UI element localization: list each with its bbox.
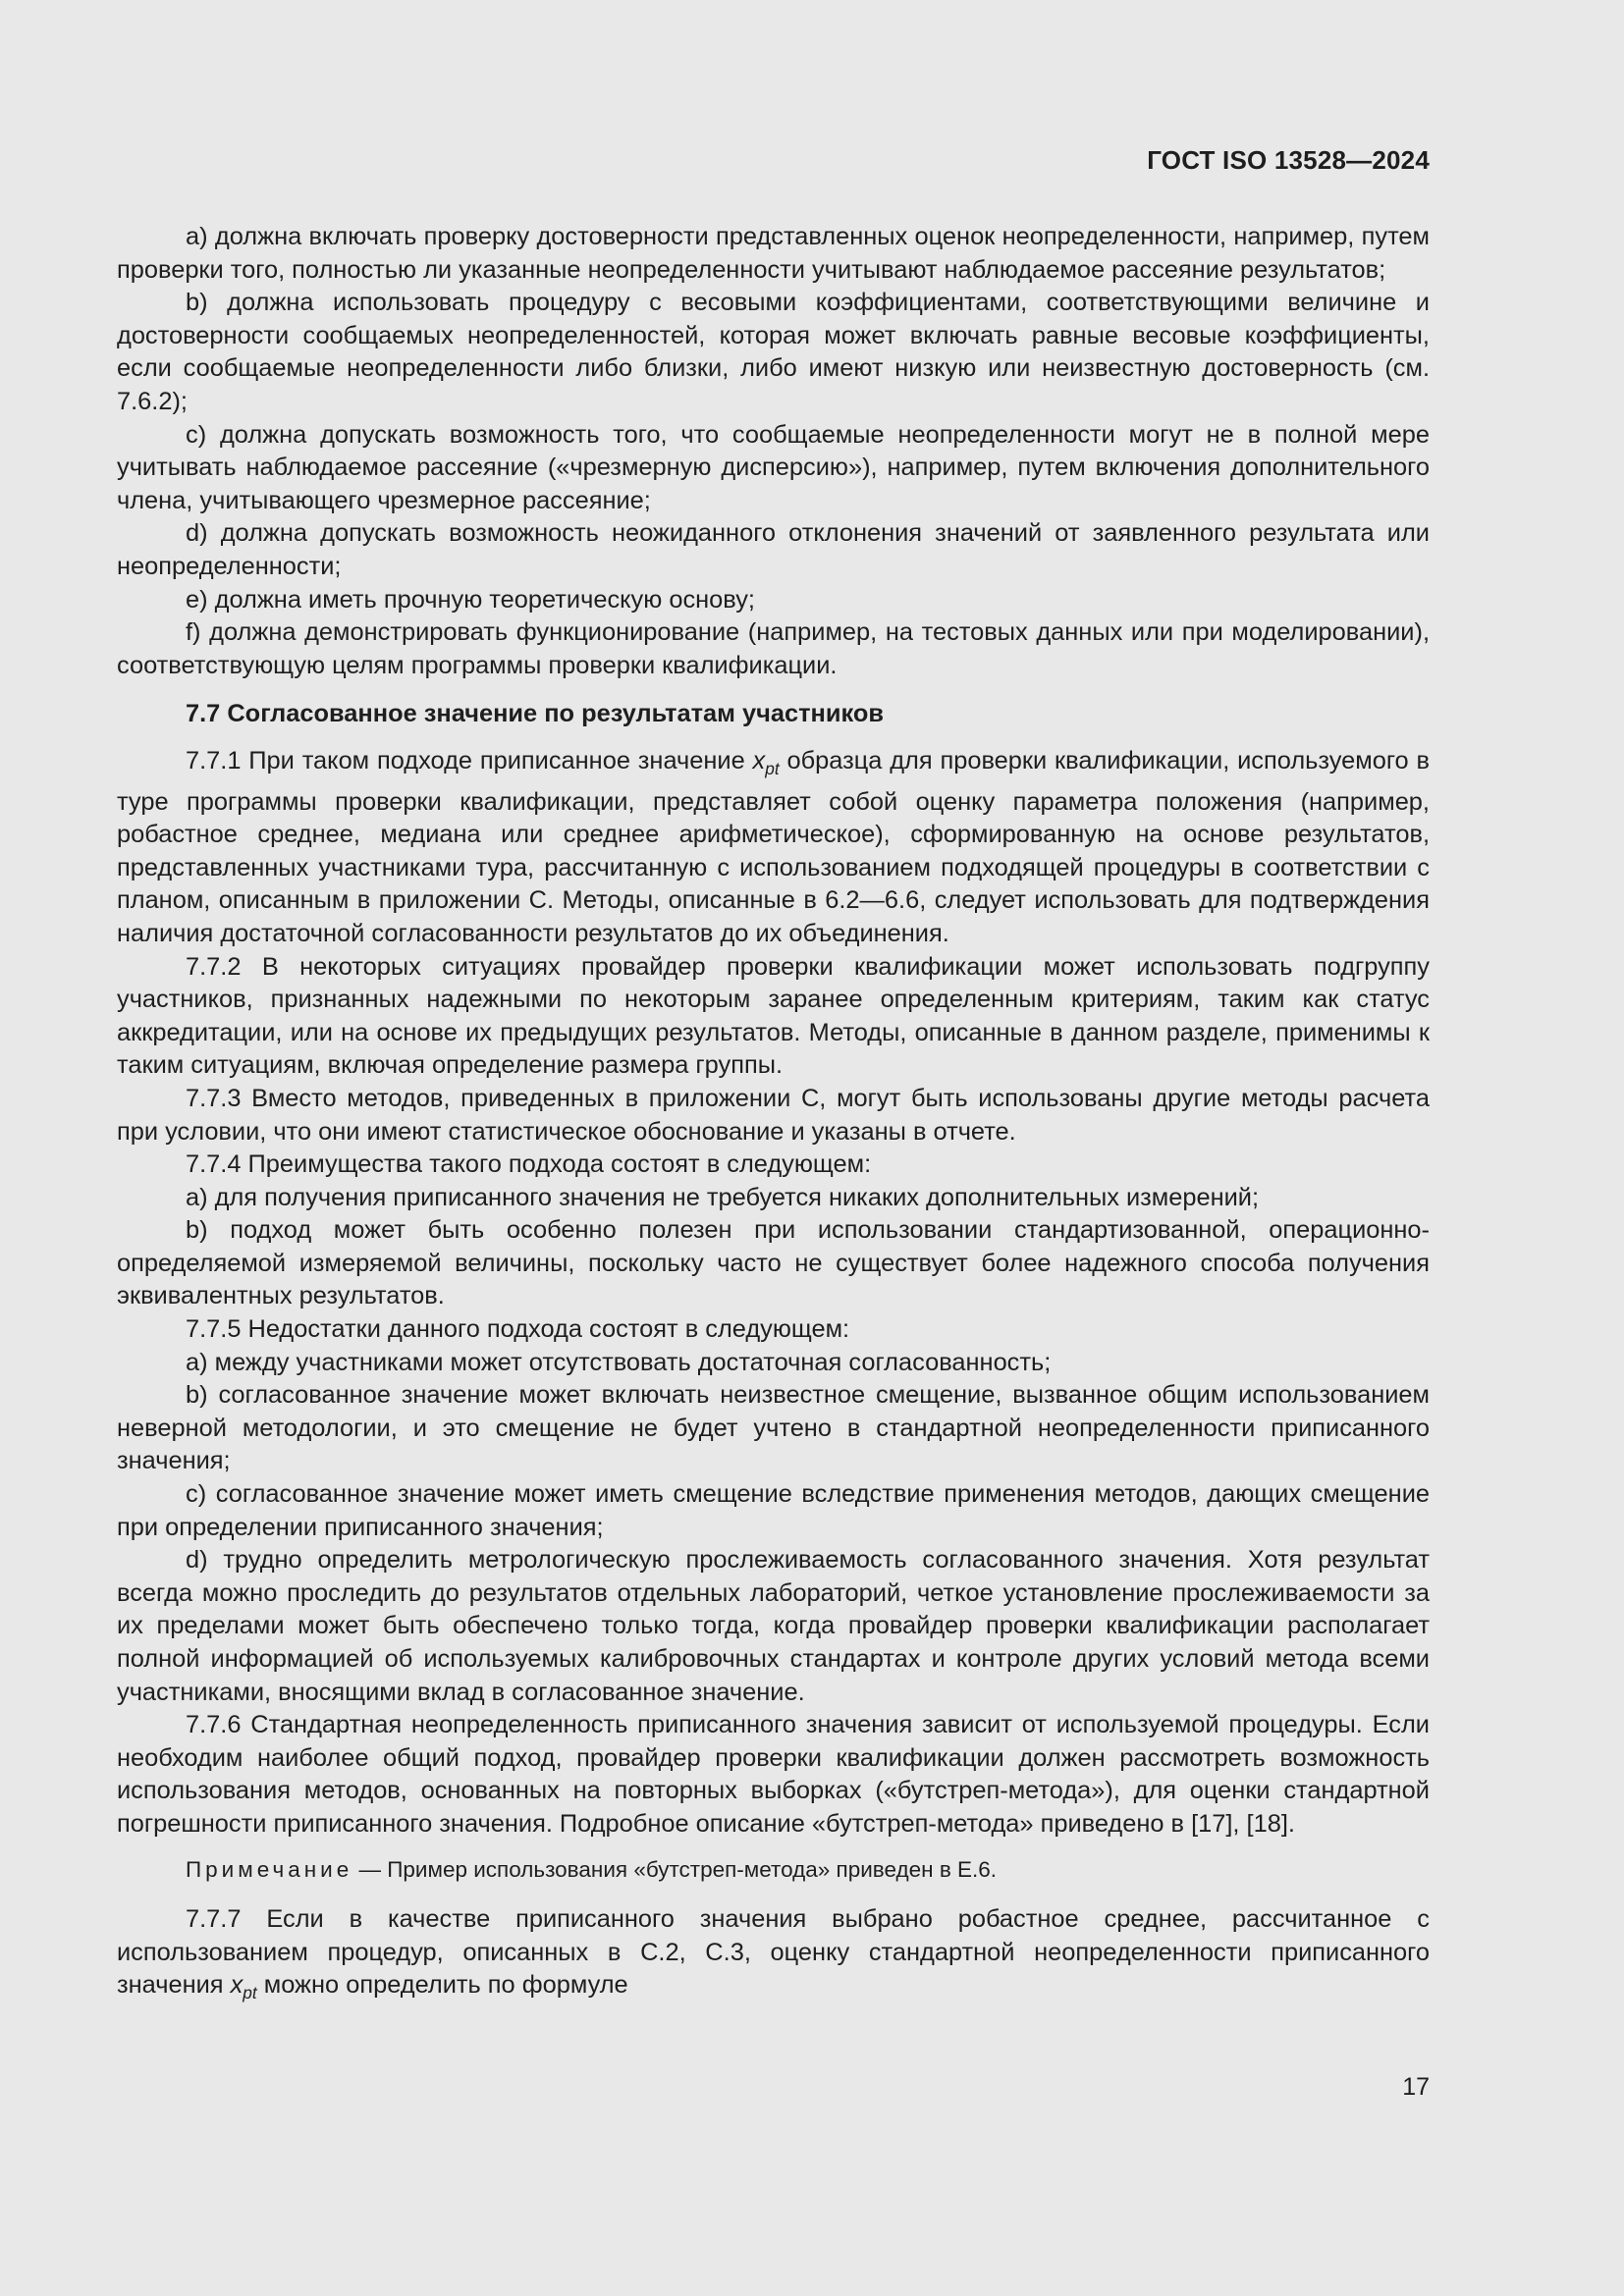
- page-body: [117, 221, 1430, 2010]
- variable-x-pt: $x_{pt}$: [752, 746, 780, 778]
- paragraph-7-7-5: 7.7.5 Недостатки данного подхода состоят в следующем:: [186, 1315, 850, 1344]
- paragraph-7-7-7: [117, 1903, 1430, 2010]
- paragraph-7-7-3: 7.7.3 Вместо методов, приведенных в приложении С, могут быть использованы другие методы расчета при условии, что они имеют статистическое обоснование и указаны в отчете.: [117, 1084, 1430, 1146]
- paragraph-7-7-1: [117, 745, 1430, 951]
- advantage-item-a: a) для получения приписанного значения не требуется никаких дополнительных измерений;: [186, 1183, 1260, 1211]
- disadvantage-item-b: b) согласованное значение может включать неизвестное смещение, вызванное общим использованием неверной методологии, и это смещение не будет учтено в стандартной неопределенности приписанного значения;: [117, 1381, 1430, 1475]
- section-heading-7-7: 7.7 Согласованное значение по результатам участников: [186, 700, 884, 728]
- page-number: 17: [1402, 2073, 1430, 2101]
- document-code-header: ГОСТ ISO 13528—2024: [1147, 145, 1430, 175]
- note: [117, 1853, 1430, 1887]
- paragraph-7-7-2: 7.7.2 В некоторых ситуациях провайдер проверки квалификации может использовать подгруппу участников, признанных надежными по некоторым заранее определенным критериям, таким как статус аккредитации, или на основе их предыдущих результатов. Методы, описанные в данном разделе, применимы к таким ситуациям, включая определение размера группы.: [117, 952, 1430, 1080]
- disadvantage-item-d: d) трудно определить метрологическую прослеживаемость согласованного значения. Хотя результат всегда можно проследить до результатов отдельных лабораторий, четкое установление прослеживаемости за их пределами может быть обеспечено только тогда, когда провайдер проверки квалификации располагает полной информацией об используемых калибровочных стандартах и контроле других условий метода всеми участниками, вносящими вклад в согласованное значение.: [117, 1546, 1430, 1706]
- list-item-d: d) должна допускать возможность неожиданного отклонения значений от заявленного результата или неопределенности;: [117, 519, 1430, 580]
- paragraph-7-7-4: 7.7.4 Преимущества такого подхода состоят в следующем:: [186, 1150, 872, 1179]
- advantage-item-b: b) подход может быть особенно полезен при использовании стандартизованной, операционно-определяемой измеряемой величины, поскольку часто не существует более надежного способа получения эквивалентных результатов.: [117, 1216, 1430, 1310]
- paragraph-text: можно определить по формуле: [256, 1971, 628, 2000]
- paragraph-text: образца для проверки квалификации, используемого в туре программы проверки квалификации, представляет собой оценку параметра положения (например, робастное среднее, медиана или среднее арифметическое), сформированную на основе результатов, представленных участниками тура, рассчитанную с использованием подходящей процедуры в соответствии с планом, описанным в приложении С. Методы, описанные в 6.2—6.6, следует использовать для подтверждения наличия достаточной согласованности результатов до их объединения.: [117, 746, 1430, 947]
- paragraph-text: 7.7.7 Если в качестве приписанного значения выбрано робастное среднее, рассчитанное с использованием процедур, описанных в С.2, С.3, оценку стандартной неопределенности приписанного значения: [117, 1905, 1430, 2000]
- list-item-b: b) должна использовать процедуру с весовыми коэффициентами, соответствующими величине и достоверности сообщаемых неопределенностей, которая может включать равные весовые коэффициенты, если сообщаемые неопределенности либо близки, либо имеют низкую или неизвестную достоверность (см. 7.6.2);: [117, 289, 1430, 415]
- list-item-e: e) должна иметь прочную теоретическую основу;: [186, 585, 755, 614]
- variable-x-pt: $x_{pt}$: [230, 1971, 257, 2003]
- note-text: — Пример использования «бутстреп-метода» приведен в Е.6.: [352, 1856, 998, 1882]
- disadvantage-item-a: a) между участниками может отсутствовать достаточная согласованность;: [186, 1348, 1052, 1376]
- list-item-f: f) должна демонстрировать функционирование (например, на тестовых данных или при моделировании), соответствующую целям программы проверки квалификации.: [117, 618, 1430, 679]
- note-label: Примечание: [186, 1856, 353, 1882]
- paragraph-7-7-6: 7.7.6 Стандартная неопределенность приписанного значения зависит от используемой процедуры. Если необходим наиболее общий подход, провайдер проверки квалификации должен рассмотреть возможность использования методов, основанных на повторных выборках («бутстреп-метода»), для оценки стандартной погрешности приписанного значения. Подробное описание «бутстреп-метода» приведено в [17], [18].: [117, 1711, 1430, 1838]
- list-item-a: a) должна включать проверку достоверности представленных оценок неопределенности, например, путем проверки того, полностью ли указанные неопределенности учитывают наблюдаемое рассеяние результатов;: [117, 223, 1430, 284]
- paragraph-text: 7.7.1 При таком подходе приписанное значение: [186, 746, 753, 774]
- disadvantage-item-c: c) согласованное значение может иметь смещение вследствие применения методов, дающих смещение при определении приписанного значения;: [117, 1480, 1430, 1541]
- list-item-c: c) должна допускать возможность того, что сообщаемые неопределенности могут не в полной мере учитывать наблюдаемое рассеяние («чрезмерную дисперсию»), например, путем включения дополнительного члена, учитывающего чрезмерное рассеяние;: [117, 420, 1430, 514]
